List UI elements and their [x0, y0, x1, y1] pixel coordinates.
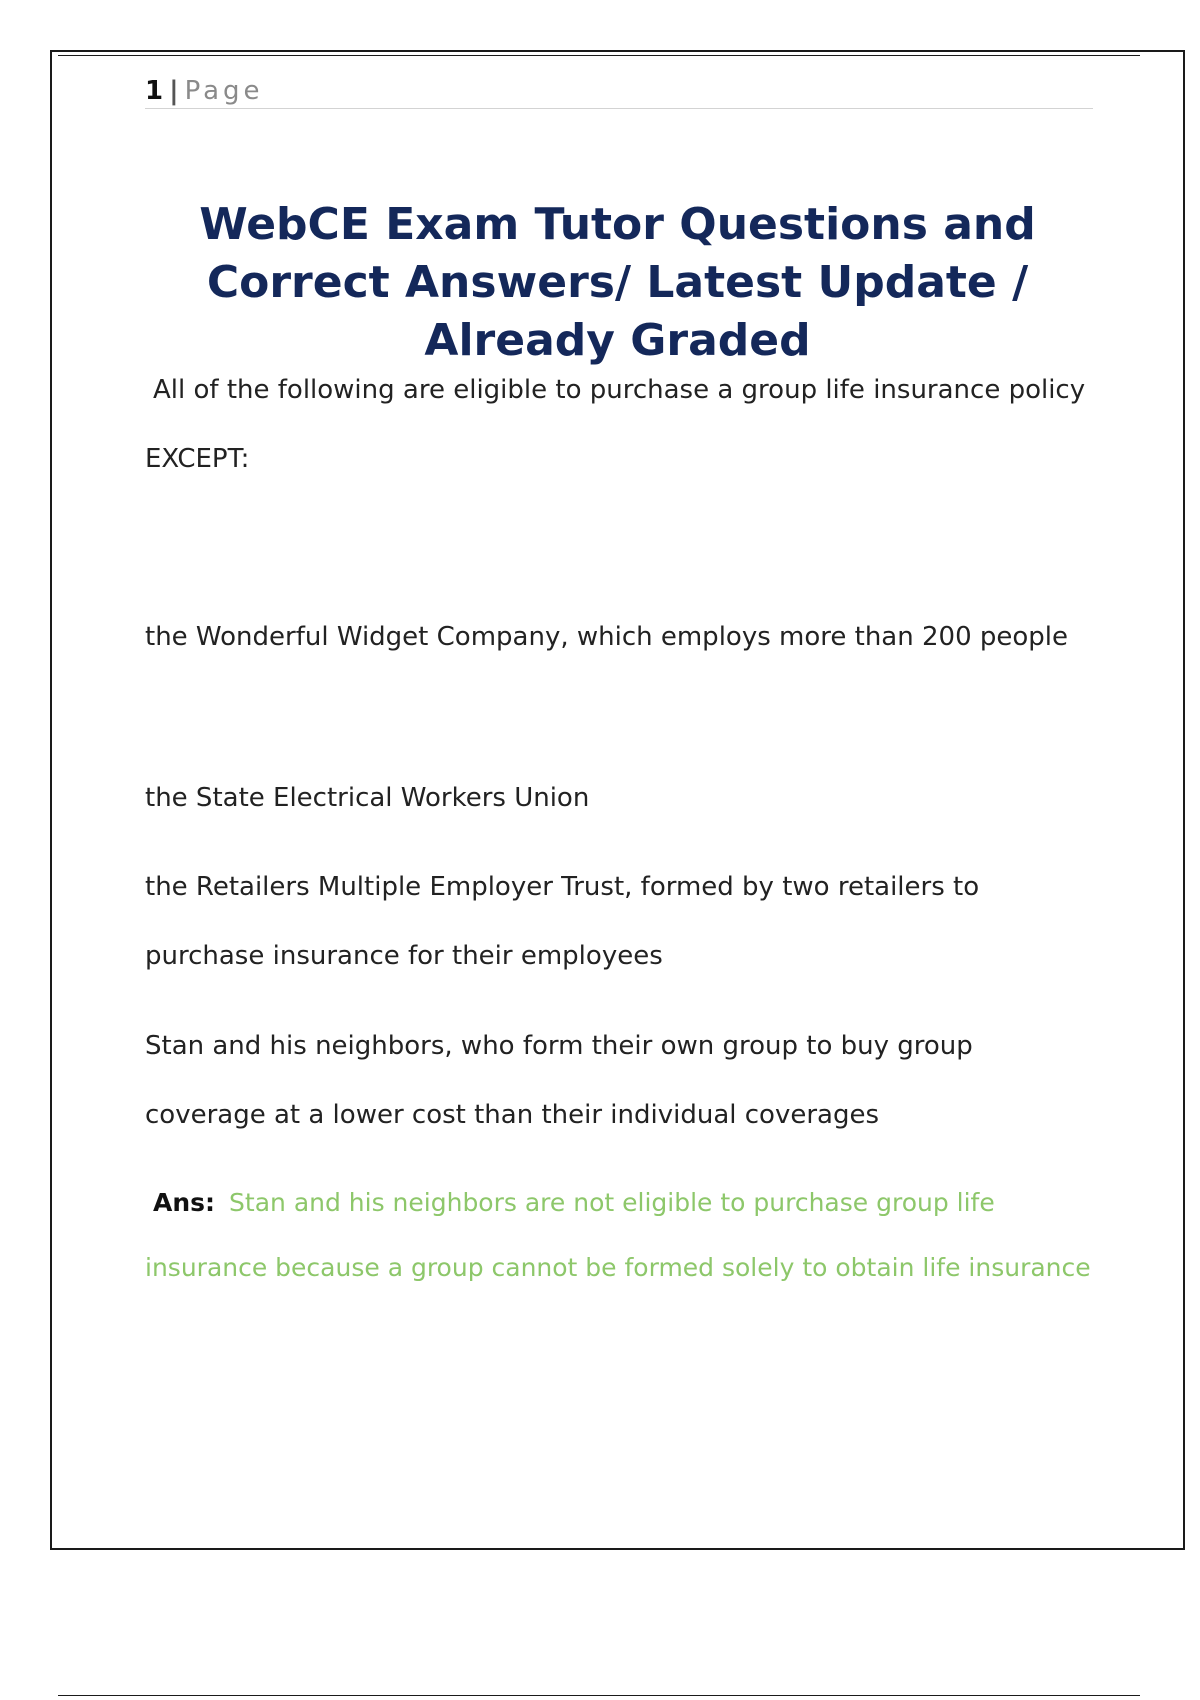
answer-label: Ans: [153, 1188, 216, 1217]
answer-option-2: the State Electrical Workers Union [145, 783, 590, 813]
answer-text: Stan and his neighbors are not eligible to purchase group life insurance because a group cannot be formed solely to obtain life insurance [145, 1188, 1091, 1282]
document-title: WebCE Exam Tutor Questions and Correct Answers/ Latest Update / Already Graded [199, 199, 1036, 366]
answer-option-4: Stan and his neighbors, who form their own group to buy group coverage at a lower cost than their individual coverages [145, 1031, 973, 1130]
page-label: Page [184, 76, 264, 106]
question-text [145, 356, 1095, 494]
page-header [145, 74, 1093, 109]
page-separator: | [169, 76, 179, 106]
question-body: All of the following are eligible to purchase a group life insurance policy EXCEPT: [145, 375, 1086, 474]
bottom-rule [58, 1695, 1140, 1696]
top-rule [58, 55, 1140, 56]
page-number: 1 [145, 76, 164, 106]
answer-block [145, 1170, 1095, 1300]
answer-option-1: the Wonderful Widget Company, which employs more than 200 people [145, 622, 1068, 652]
answer-option-3: the Retailers Multiple Employer Trust, formed by two retailers to purchase insurance for their employees [145, 872, 980, 971]
